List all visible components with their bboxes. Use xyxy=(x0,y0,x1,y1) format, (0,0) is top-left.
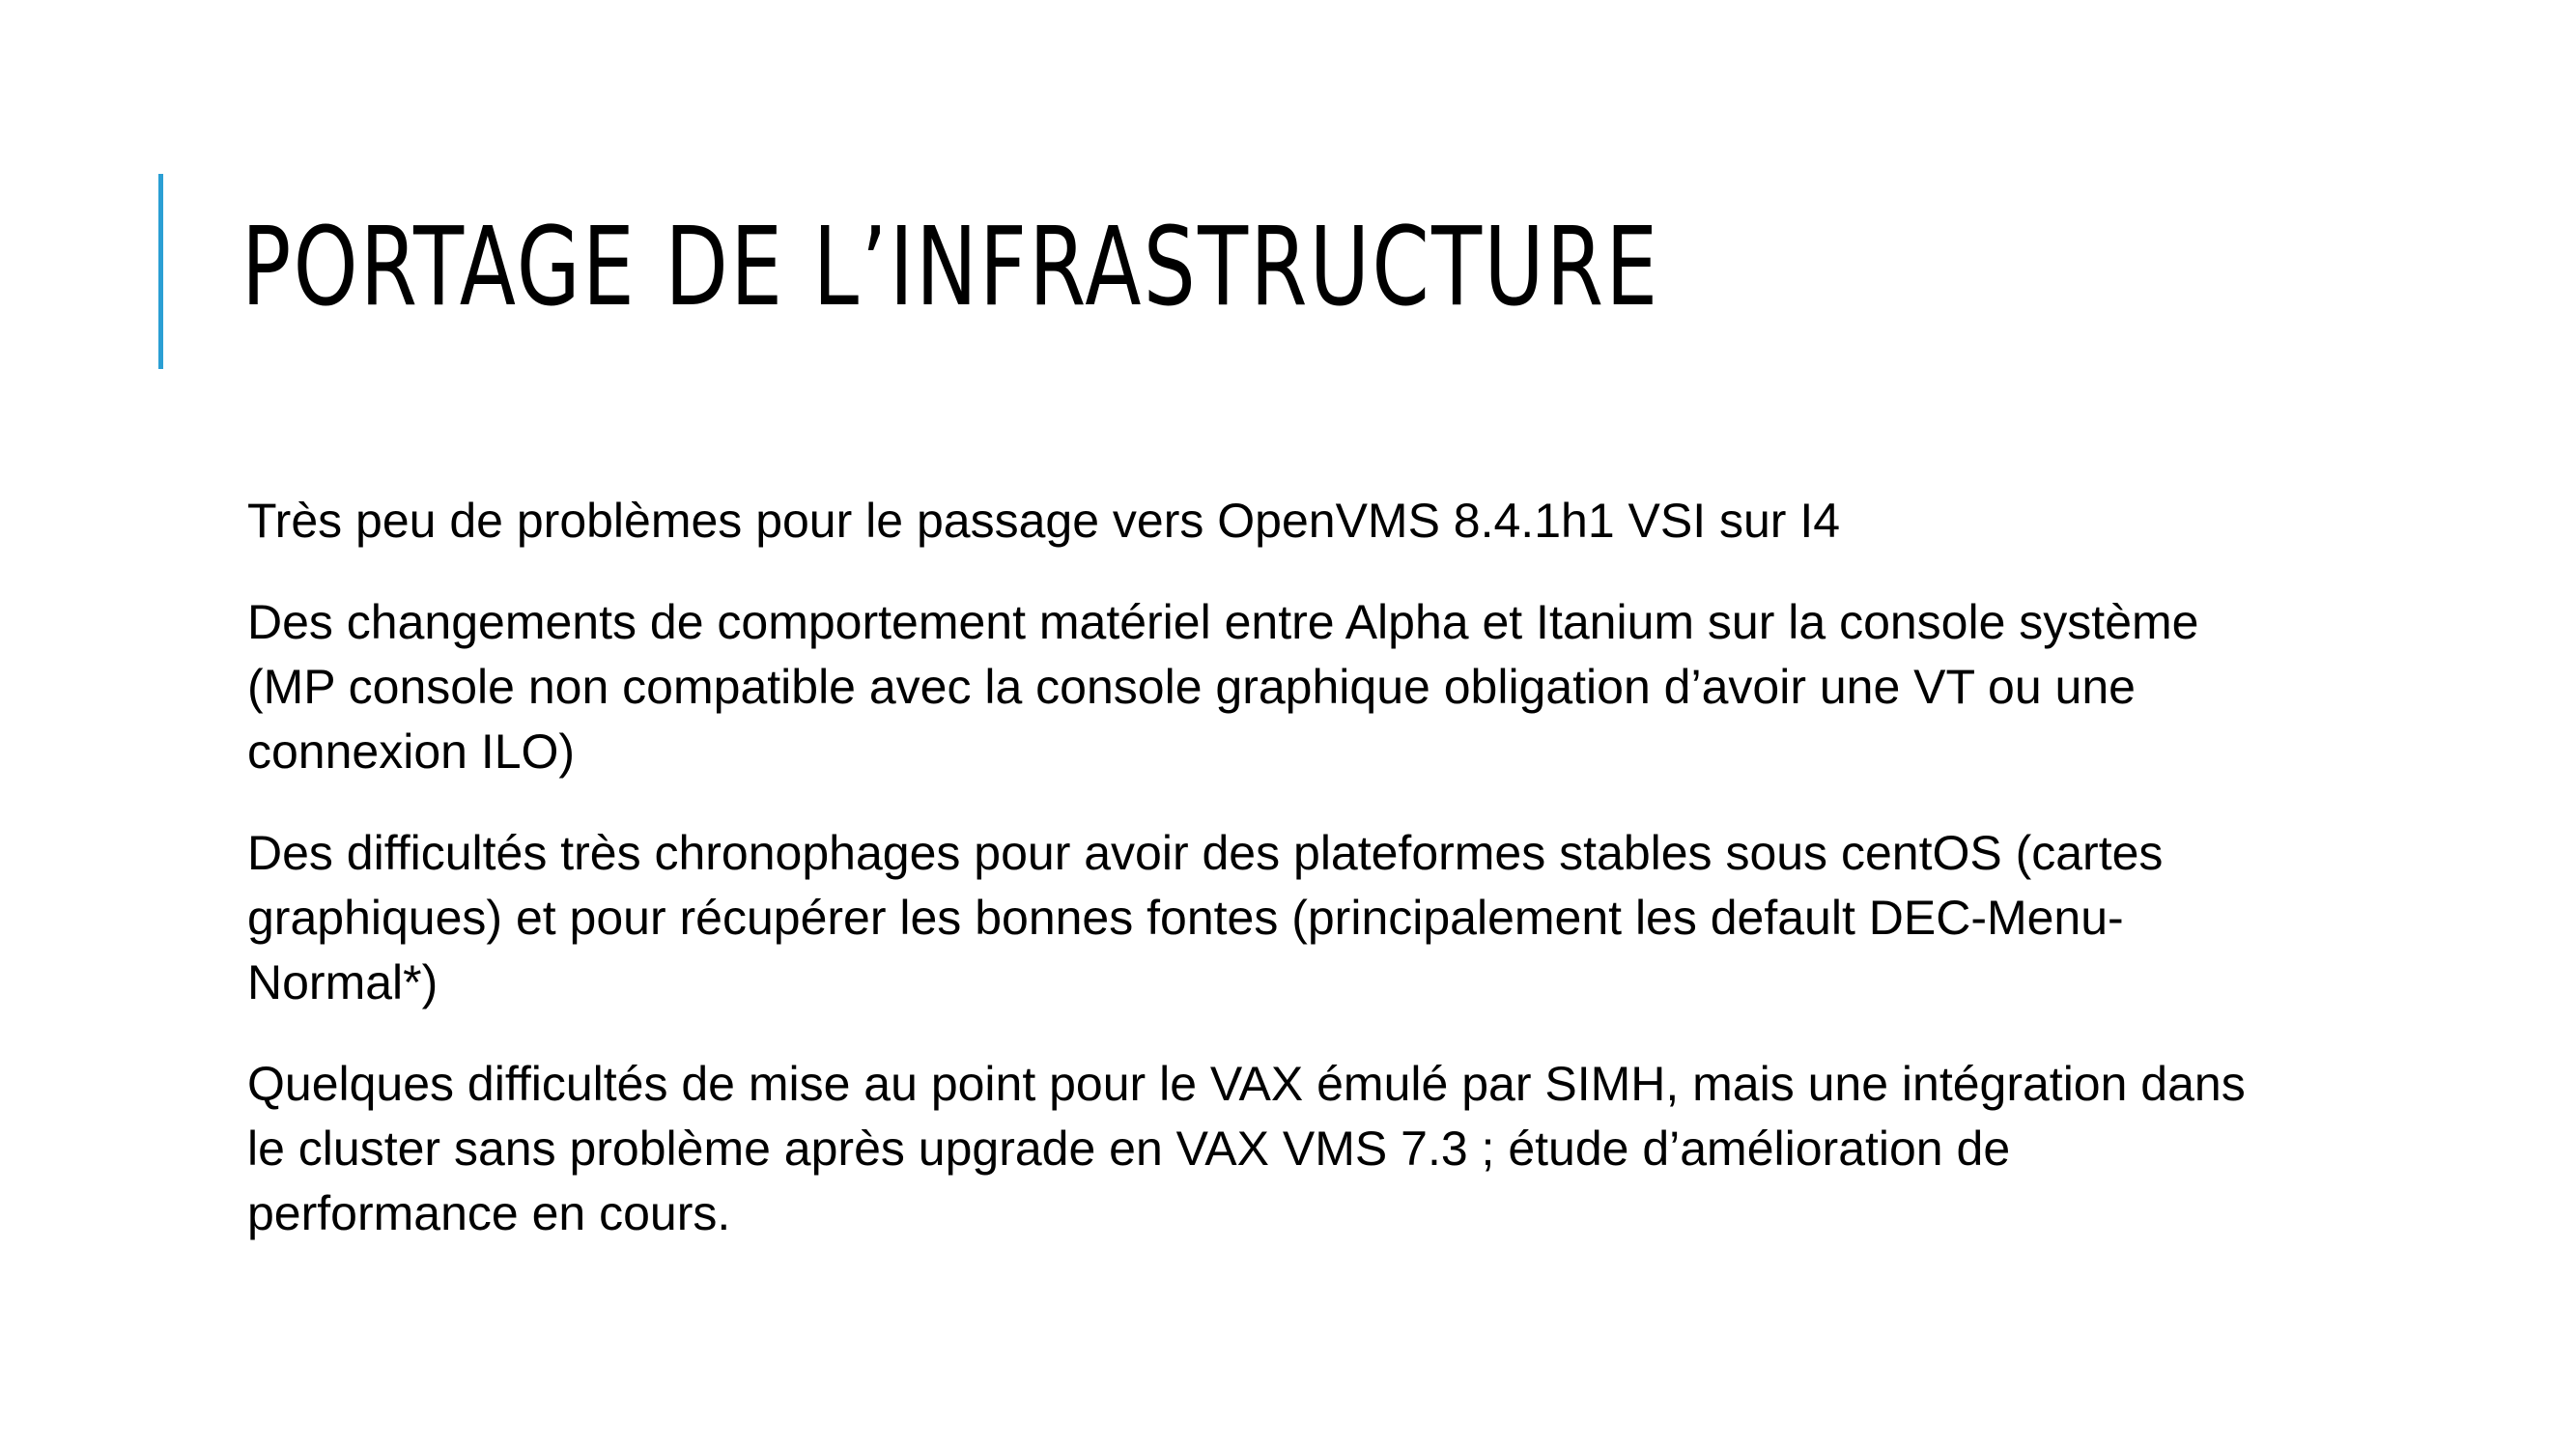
bullet-item: Quelques difficultés de mise au point pour le VAX émulé par SIMH, mais une intégration dans le cluster sans problème après upgrade en VAX VMS 7.3 ; étude d’amélioration de performance en cours. xyxy=(247,1057,2246,1240)
bullet-list xyxy=(247,489,2276,1283)
bullet-item: Des changements de comportement matériel entre Alpha et Itanium sur la console système (MP console non compatible avec la console graphique obligation d’avoir une VT ou une connexion ILO) xyxy=(247,595,2199,779)
title-accent-bar xyxy=(158,174,163,369)
bullet-item: Des difficultés très chronophages pour avoir des plateformes stables sous centOS (cartes graphiques) et pour récupérer les bonnes fontes (principalement les default DEC-Menu-Normal*) xyxy=(247,826,2164,1009)
slide-title: PORTAGE DE L’INFRASTRUCTURE xyxy=(241,205,1660,330)
bullet-item: Très peu de problèmes pour le passage vers OpenVMS 8.4.1h1 VSI sur I4 xyxy=(247,494,1841,548)
